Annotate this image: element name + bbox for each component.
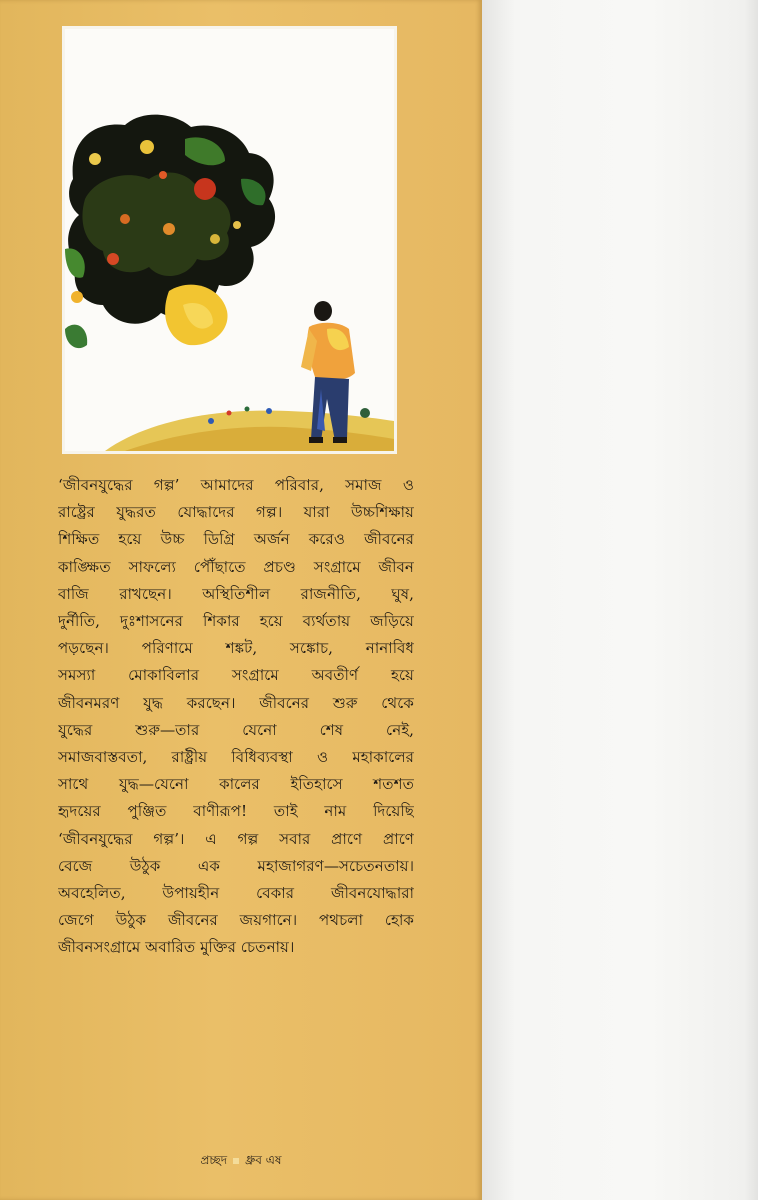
- blurb-line: বেজে উঠুক এক মহাজাগরণ—সচেতনতায়।: [58, 856, 414, 875]
- blank-paper-area: [482, 0, 758, 1200]
- cover-credit: [0, 1152, 482, 1172]
- blurb-line: বাজি রাখছেন। অস্থিতিশীল রাজনীতি, ঘুষ,: [58, 584, 414, 603]
- separator-dot-icon: [233, 1158, 239, 1164]
- blurb-line: সমাজবাস্তবতা, রাষ্ট্রীয় বিধিব্যবস্থা ও মহাকালের: [58, 748, 414, 767]
- blurb-line: যুদ্ধের শুরু—তার যেনো শেষ নেই,: [58, 720, 414, 739]
- blurb-line: হৃদয়ের পুঞ্জিত বাণীরূপ! তাই নাম দিয়েছি: [58, 802, 414, 821]
- painting-tree-and-man: [65, 29, 394, 451]
- blurb-text: [58, 472, 414, 962]
- blurb-line: পড়ছেন। পরিণামে শঙ্কট, সঙ্কোচ, নানাবিধ: [58, 639, 414, 658]
- blurb-line: সাথে যুদ্ধ—যেনো কালের ইতিহাসে শতশত: [58, 775, 414, 794]
- paper-edge-shadow: [744, 0, 758, 1200]
- credit-label: প্রচ্ছদ: [200, 1153, 228, 1167]
- blurb-line: কাঙ্ক্ষিত সাফল্যে পৌঁছাতে প্রচণ্ড সংগ্রামে জীবন: [58, 557, 414, 576]
- credit-name: ধ্রুব এষ: [245, 1153, 282, 1167]
- blurb-line: জেগে উঠুক জীবনের জয়গানে। পথচলা হোক: [58, 911, 414, 930]
- blurb-line: ‘জীবনযুদ্ধের গল্প’। এ গল্প সবার প্রাণে প্রাণে: [58, 829, 414, 848]
- blurb-line: সমস্যা মোকাবিলার সংগ্রামে অবতীর্ণ হয়ে: [58, 666, 414, 685]
- blurb-line: জীবনমরণ যুদ্ধ করছেন। জীবনের শুরু থেকে: [58, 693, 414, 712]
- blurb-line: দুর্নীতি, দুঃশাসনের শিকার হয়ে ব্যর্থতায় জড়িয়ে: [58, 612, 414, 631]
- cover-illustration: [62, 26, 397, 454]
- blurb-line: শিক্ষিত হয়ে উচ্চ ডিগ্রি অর্জন করেও জীবনের: [58, 530, 414, 549]
- blurb-line: ‘জীবনযুদ্ধের গল্প’ আমাদের পরিবার, সমাজ ও: [58, 476, 414, 494]
- blurb-line: রাষ্ট্রের যুদ্ধরত যোদ্ধাদের গল্প। যারা উচ্চশিক্ষায়: [58, 503, 414, 522]
- blurb-line: অবহেলিত, উপায়হীন বেকার জীবনযোদ্ধারা: [58, 884, 414, 903]
- blurb-line: জীবনসংগ্রামে অবারিত মুক্তির চেতনায়।: [58, 938, 295, 957]
